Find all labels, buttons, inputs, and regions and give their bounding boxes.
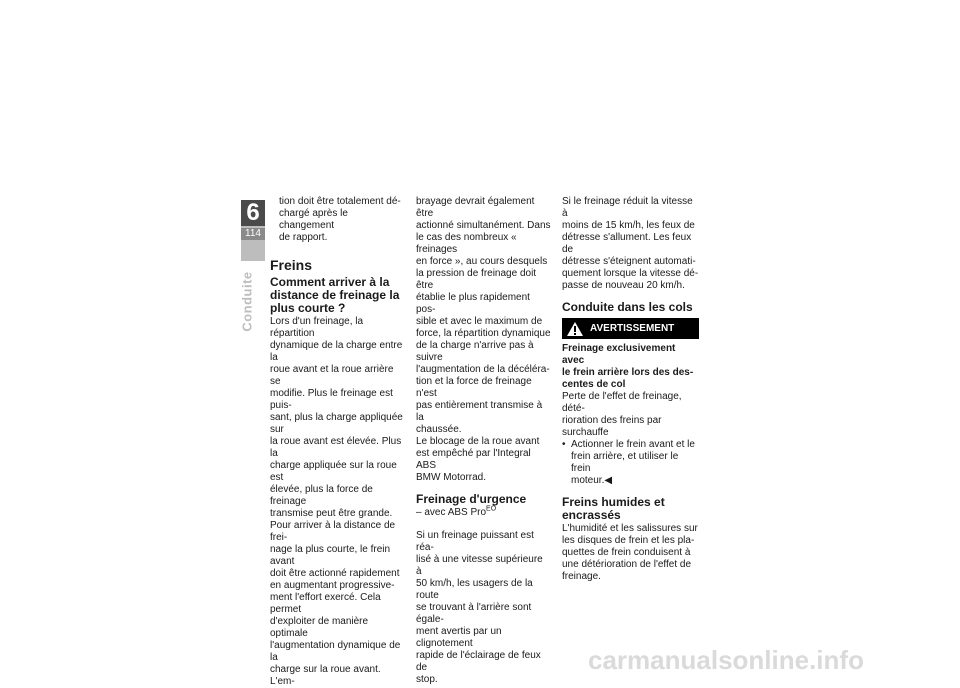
text-line: détresse s'éteignent automati- <box>562 256 696 267</box>
warning-icon <box>566 321 584 337</box>
text-line: ment avertis par un clignotement <box>416 626 502 649</box>
side-label-text: Conduite <box>239 271 255 332</box>
text-line: frein arrière, et utiliser le frein <box>571 451 679 474</box>
intro-paragraph <box>270 196 405 244</box>
heading-urgence: Freinage d'urgence <box>416 492 527 506</box>
text-line: de rapport. <box>279 232 328 243</box>
heading-humides: Freins humides et encrassés <box>562 495 665 522</box>
text-line: Perte de l'effet de freinage, dété- <box>562 391 682 414</box>
text-line: le cas des nombreux « freinages <box>416 232 517 255</box>
watermark: carmanualsonline.info <box>588 645 864 675</box>
warning-text <box>562 391 699 439</box>
text-line: charge appliquée sur la roue est <box>270 460 397 483</box>
column-2 <box>416 196 551 686</box>
text-line: rapide de l'éclairage de feux de <box>416 650 541 673</box>
text-line: dynamique de la charge entre la <box>270 340 403 363</box>
abs-note-text: – avec ABS Pro <box>416 507 487 518</box>
side-label <box>241 270 265 340</box>
warning-label: AVERTISSEMENT <box>590 322 675 334</box>
text-line: lisé à une vitesse supérieure à <box>416 554 543 577</box>
text-line: le frein arrière lors des des- <box>562 367 694 378</box>
text-line: L'humidité et les salissures sur <box>562 523 698 534</box>
text-line: doit être actionné rapidement <box>270 568 400 579</box>
text-line: élevée, plus la force de freinage <box>270 484 373 507</box>
paragraph-humides <box>562 523 699 583</box>
text-line: détresse s'allument. Les feux de <box>562 232 692 255</box>
text-line: la roue avant est élevée. Plus la <box>270 436 402 459</box>
text-line: force, la répartition dynamique <box>416 328 551 339</box>
text-line: moteur.◀ <box>571 475 613 486</box>
text-line: se trouvant à l'arrière sont égale- <box>416 602 532 625</box>
paragraph-hazard-lights <box>562 196 699 292</box>
heading-freins: Freins <box>270 257 313 273</box>
page-number: 114 <box>241 228 265 240</box>
text-line: chaussée. <box>416 424 462 435</box>
text-line: l'augmentation de la décéléra- <box>416 364 550 375</box>
warning-bullet <box>562 439 699 487</box>
text-line: actionné simultanément. Dans <box>416 220 551 231</box>
paragraph-continued <box>416 196 551 484</box>
text-line: Si un freinage puissant est réa- <box>416 530 534 553</box>
paragraph-distance <box>270 316 405 688</box>
chapter-number: 6 <box>241 200 265 226</box>
text-line: établie le plus rapidement pos- <box>416 292 530 315</box>
text-line: en augmentant progressive- <box>270 580 395 591</box>
text-line: de la charge n'arrive pas à suivre <box>416 340 534 363</box>
abs-superscript: EO <box>486 505 497 513</box>
column-3 <box>562 196 699 583</box>
text-line: stop. <box>416 674 438 685</box>
text-line: passe de nouveau 20 km/h. <box>562 280 685 291</box>
text-line: nage la plus courte, le frein avant <box>270 544 391 567</box>
text-line: • Actionner le frein avant et le <box>571 439 695 450</box>
text-line: transmise peut être grande. <box>270 508 393 519</box>
text-line: Si le freinage réduit la vitesse à <box>562 196 693 219</box>
abs-note <box>416 507 551 519</box>
text-line: ment l'effort exercé. Cela permet <box>270 592 381 615</box>
text-line: tion et la force de freinage n'est <box>416 376 532 399</box>
text-line: tion doit être totalement dé- <box>279 196 401 207</box>
text-line: une détérioration de l'effet de <box>562 559 692 570</box>
text-line: modifie. Plus le freinage est puis- <box>270 388 393 411</box>
text-line: moins de 15 km/h, les feux de <box>562 220 695 231</box>
chapter-tab <box>241 200 265 261</box>
text-line: centes de col <box>562 379 626 390</box>
text-line: sible et avec le maximum de <box>416 316 543 327</box>
text-line: sant, plus la charge appliquée sur <box>270 412 403 435</box>
warning-banner <box>562 318 699 339</box>
text-line: l'augmentation dynamique de la <box>270 640 401 663</box>
text-line: freinage. <box>562 571 601 582</box>
text-line: rioration des freins par surchauffe <box>562 415 662 438</box>
text-line: en force », au cours desquels <box>416 256 548 267</box>
text-line: Freinage exclusivement avec <box>562 343 676 366</box>
text-line: brayage devrait également être <box>416 196 535 219</box>
text-line: roue avant et la roue arrière se <box>270 364 394 387</box>
text-line: 50 km/h, les usagers de la route <box>416 578 533 601</box>
heading-distance: Comment arriver à la distance de freinage la plus courte ? <box>270 275 400 315</box>
text-line: quettes de frein conduisent à <box>562 547 691 558</box>
text-line: Pour arriver à la distance de frei- <box>270 520 396 543</box>
paragraph-urgence <box>416 530 551 686</box>
text-line: Le blocage de la roue avant <box>416 436 540 447</box>
text-line: quement lorsque la vitesse dé- <box>562 268 699 279</box>
text-line: BMW Motorrad. <box>416 472 487 483</box>
column-1 <box>270 196 405 688</box>
warning-title <box>562 343 699 391</box>
text-line: charge sur la roue avant. L'em- <box>270 664 381 687</box>
text-line: Lors d'un freinage, la répartition <box>270 316 364 339</box>
text-line: pas entièrement transmise à la <box>416 400 543 423</box>
text-line: est empêché par l'Integral ABS <box>416 448 531 471</box>
text-line: les disques de frein et les pla- <box>562 535 695 546</box>
text-line: la pression de freinage doit être <box>416 268 537 291</box>
text-line: chargé après le changement <box>279 208 348 231</box>
heading-cols: Conduite dans les cols <box>562 300 693 314</box>
text-line: d'exploiter de manière optimale <box>270 616 369 639</box>
